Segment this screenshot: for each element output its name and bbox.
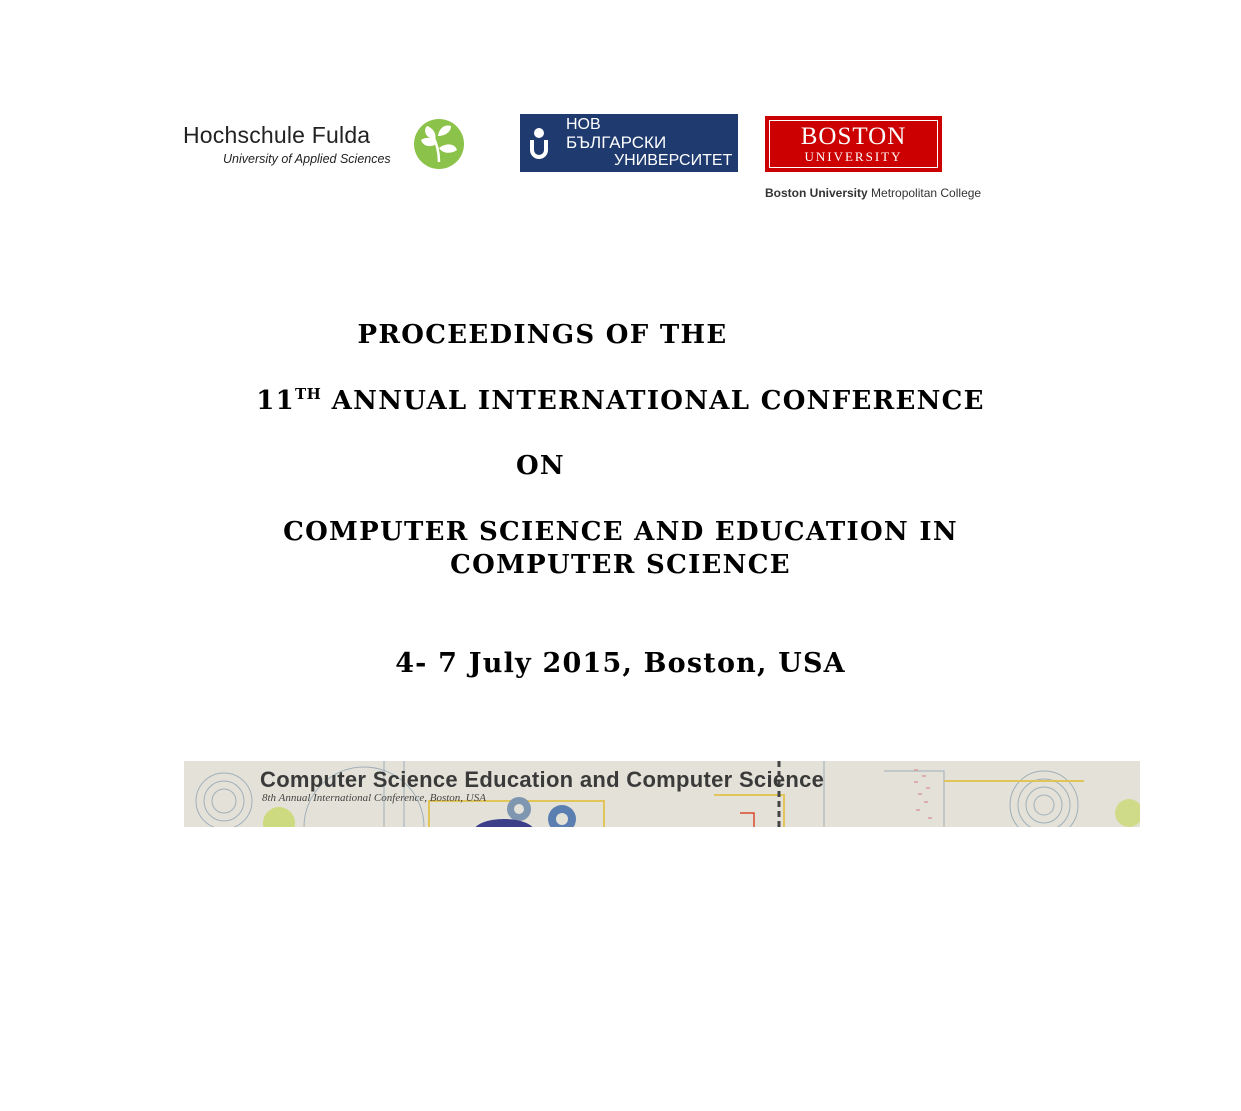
conference-ordinal-suffix: TH — [294, 385, 322, 403]
nbu-emblem-icon — [528, 126, 550, 160]
new-bulgarian-university-logo — [520, 114, 738, 172]
bu-logo-frame — [769, 120, 938, 168]
fulda-subtitle: University of Applied Sciences — [223, 152, 391, 166]
topic-heading-line-2: COMPUTER SCIENCE — [450, 550, 791, 580]
bu-line-2: UNIVERSITY — [804, 149, 903, 164]
nbu-line-1: НОВ — [566, 116, 601, 133]
proceedings-heading: PROCEEDINGS OF THE — [357, 320, 728, 350]
topic-heading-line-1: COMPUTER SCIENCE AND EDUCATION IN — [283, 517, 958, 547]
nbu-line-3: УНИВЕРСИТЕТ — [614, 152, 733, 169]
nbu-line-2: БЪЛГАРСКИ — [566, 133, 667, 152]
conference-dates: 4- 7 July 2015, Boston, USA — [395, 648, 846, 679]
boston-university-logo — [765, 116, 942, 172]
bu-line-1: BOSTON — [800, 123, 907, 150]
fulda-name: Hochschule Fulda — [183, 122, 371, 148]
conference-heading-rest: ANNUAL INTERNATIONAL CONFERENCE — [321, 386, 985, 416]
hochschule-fulda-logo — [183, 118, 465, 172]
conference-number: 11 — [256, 386, 295, 416]
on-heading: ON — [515, 451, 565, 481]
bu-college-rest: Metropolitan College — [867, 186, 982, 200]
leaf-icon — [413, 118, 465, 170]
bu-metropolitan-college — [765, 186, 981, 200]
banner-subtitle: 8th Annual International Conference, Boston, USA — [262, 792, 486, 804]
bu-college-bold: Boston University — [765, 186, 868, 200]
conference-banner — [184, 761, 1140, 827]
banner-title: Computer Science Education and Computer Science — [260, 767, 825, 792]
conference-heading — [0, 385, 1241, 416]
